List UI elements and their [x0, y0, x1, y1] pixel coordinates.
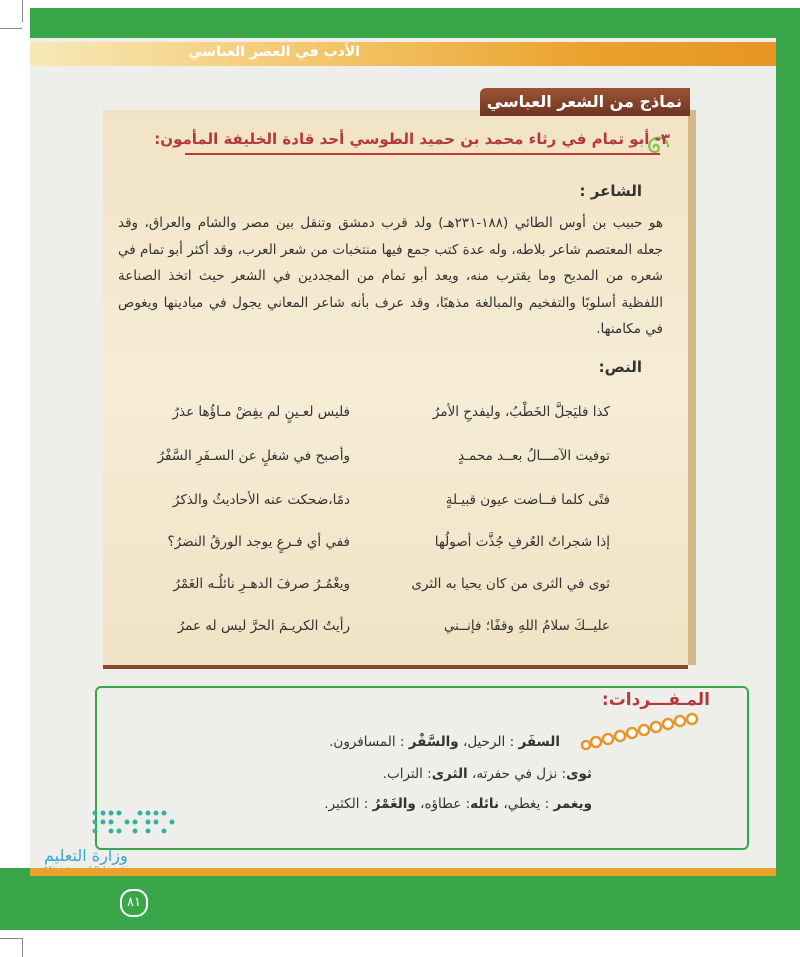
vocab-title: المـفـــردات: [601, 690, 710, 710]
poet-bio: هو حبيب بن أوس الطائي (١٨٨-٢٣١هـ) ولد قرب دمشق وتنقل بين مصر والشام والعراق، وقد جعله المعتصم شاعر بلاطه، وله عدة كتب جمع فيها منتخبات من شعر العرب، وقد أكثر أبو تمام في شعره من المديح وما يقترب منه، ويعد أبو تمام من المجددين في الشعر حيث اتخذ الصناعة اللفظية أسلوبًا والتفخيم والمبالغة مذهبًا، وقد عرف بأنه شاعر المعاني يجول في ميادينها ويغوص في مكامنها. [118, 215, 663, 337]
crop-mark [0, 28, 22, 29]
verse-right: كذا فليَجلَّ الخَطْبُ، وليفدحِ الأمرُ [432, 404, 610, 420]
ministry-logo-icon [90, 808, 180, 848]
section-title: نماذج من الشعر العباسي [486, 92, 682, 111]
verse-right: إذا شجراتُ العُرفِ جُذَّت أصولُها [434, 534, 610, 550]
verse-left: دمًا،ضحكت عنه الأحاديثُ والذكرُ [172, 492, 350, 508]
page-number: ٨١ [120, 889, 148, 917]
crop-mark [0, 938, 22, 939]
top-green-band [30, 8, 800, 38]
crop-mark [22, 938, 23, 957]
verse-right: عليــكَ سلامُ اللهِ وقفًا؛ فإنــني [443, 618, 610, 634]
parchment-shadow [688, 110, 696, 665]
vocab-line: ثوى: نزل في حفرته، الثرى: التراب. [382, 766, 592, 782]
right-green-band [776, 38, 800, 868]
text-heading: النص: [598, 358, 642, 376]
vocab-line: ويغمر : يغطي، نائله: عطاؤه، والغَمْرُ : الكثير. [324, 796, 592, 812]
logo-arabic-name: وزارة التعليم [44, 846, 128, 865]
verse-left: وأصبح في شغلٍ عن السـفَرِ السَّفْرُ [157, 448, 350, 464]
verse-right: توفيت الآمـــالُ بعــد محمـدٍ [458, 448, 610, 464]
title-underline [185, 153, 660, 155]
verse-left: ففي أي فـرعٍ يوجد الورقُ النضرُ؟ [167, 534, 350, 550]
verse-left: رأيتُ الكريـمَ الحرَّ ليس له عمرُ [177, 618, 350, 634]
crop-mark [22, 0, 23, 22]
vocab-line: السفَر : الرحيل، والسَّفْر : المسافرون. [329, 734, 560, 750]
circles-decoration-icon [580, 711, 700, 751]
verse-left: ويغْمُـرُ صرفَ الدهـرِ نائلُـه الغَمْرُ [173, 576, 350, 592]
verse-right: ثوى في الثرى من كان يحيا به الثرى [411, 576, 610, 592]
verse-right: فتًى كلما فــاضت عيون قبيـلةٍ [445, 492, 610, 508]
verse-left: فليس لعـينٍ لم يفِضْ مـاؤُها عذرُ [172, 404, 350, 420]
poet-heading: الشاعر : [579, 182, 642, 200]
bottom-orange-band [30, 868, 776, 876]
chapter-title: الأدب في العصر العباسي [188, 44, 360, 60]
header-band [30, 42, 776, 66]
poem-title: ٣- أبو تمام في رثاء محمد بن حميد الطوسي أحد قادة الخليفة المأمون: [154, 130, 670, 148]
